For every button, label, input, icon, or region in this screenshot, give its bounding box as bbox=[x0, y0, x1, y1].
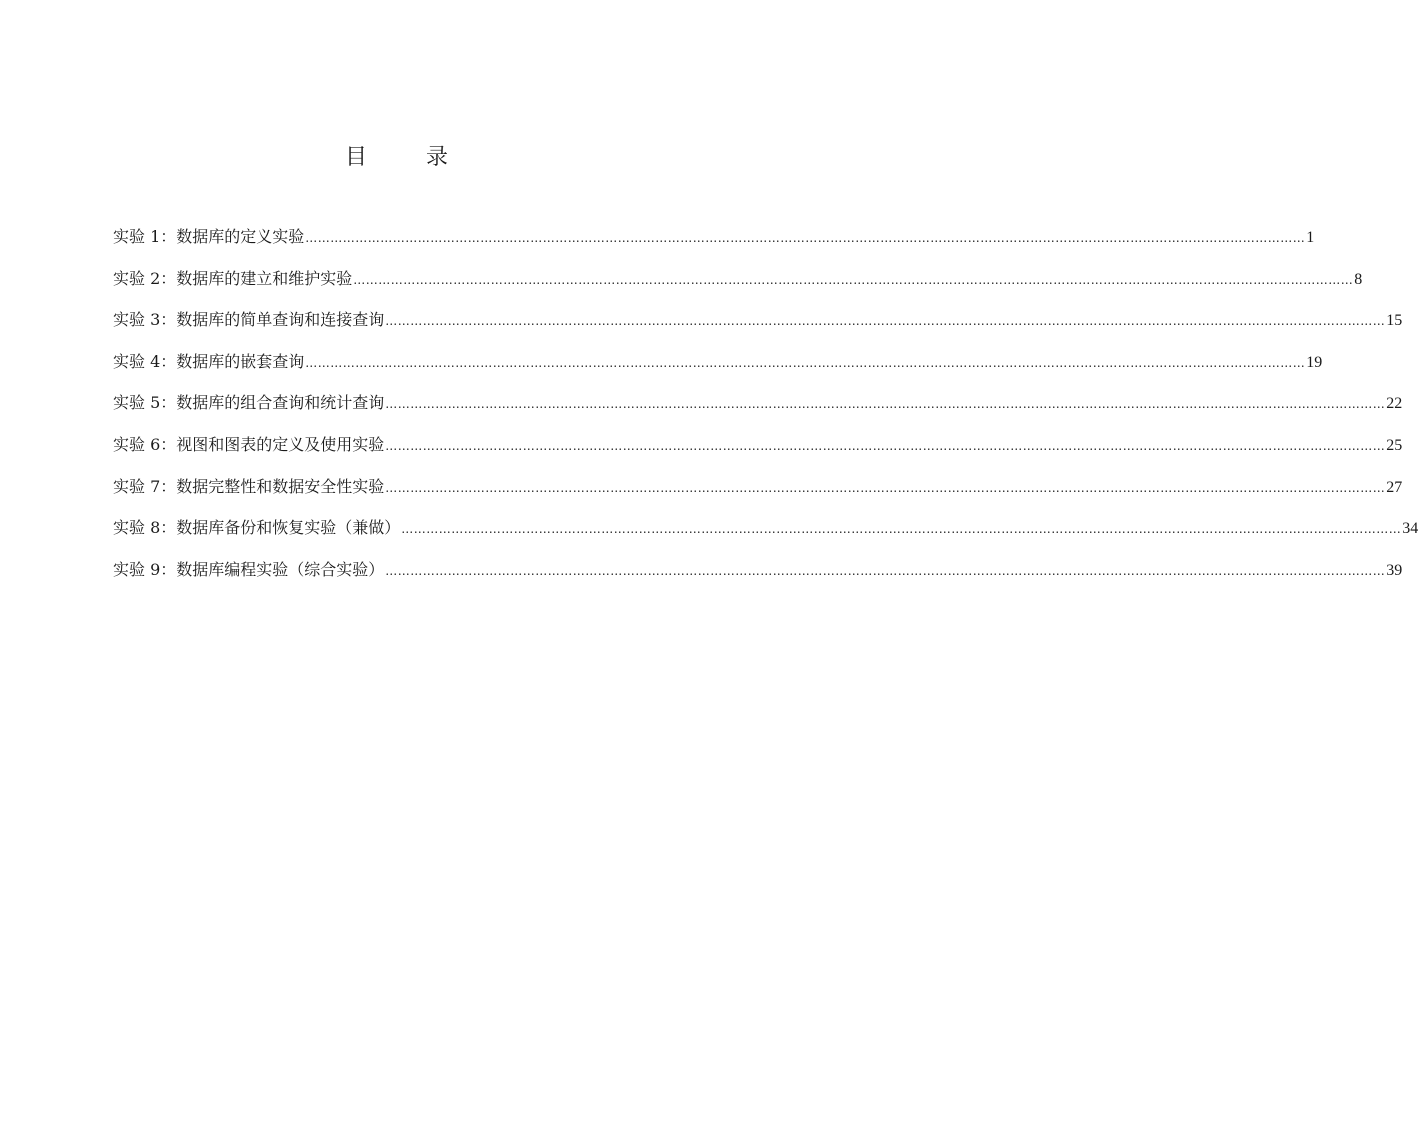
toc-entry[interactable] bbox=[113, 265, 1363, 307]
toc-entry[interactable] bbox=[113, 473, 1403, 515]
toc-entry[interactable] bbox=[113, 389, 1403, 431]
toc-entry-page: 15 bbox=[1386, 312, 1403, 330]
toc-entry-label: 实验 2：数据库的建立和维护实验 bbox=[113, 268, 353, 288]
toc-entry-label: 实验 5：数据库的组合查询和统计查询 bbox=[113, 393, 385, 413]
toc-entry-page: 39 bbox=[1386, 561, 1403, 579]
toc-entry-page: 19 bbox=[1306, 353, 1323, 371]
toc-leader-dots: …………………………………………………………………………………………………………………………………………………………………………………………………………………… bbox=[353, 272, 1354, 287]
toc-leader-dots: …………………………………………………………………………………………………………………………………………………………………………………………………………………… bbox=[401, 522, 1402, 537]
toc-leader-dots: …………………………………………………………………………………………………………………………………………………………………………………………………………………… bbox=[385, 397, 1386, 412]
toc-entry-label: 实验 1：数据库的定义实验 bbox=[113, 227, 305, 246]
toc-entry[interactable] bbox=[113, 514, 1418, 556]
toc-leader-dots: …………………………………………………………………………………………………………………………………………………………………………………………………………………… bbox=[305, 355, 1306, 370]
toc-entry-page: 34 bbox=[1402, 520, 1418, 538]
toc-entry-label: 实验 3：数据库的简单查询和连接查询 bbox=[113, 310, 385, 330]
toc-entry-label: 实验 4：数据库的嵌套查询 bbox=[113, 351, 305, 371]
toc-entry[interactable] bbox=[113, 431, 1403, 473]
toc-entry[interactable] bbox=[113, 223, 1315, 265]
toc-entry-page: 8 bbox=[1354, 270, 1363, 288]
toc-entry-page: 27 bbox=[1386, 478, 1403, 496]
toc-entry-label: 实验 7：数据完整性和数据安全性实验 bbox=[113, 476, 385, 496]
toc-entry-label: 实验 9：数据库编程实验（综合实验） bbox=[113, 559, 385, 579]
toc-leader-dots: …………………………………………………………………………………………………………………………………………………………………………………………………………………… bbox=[385, 563, 1386, 578]
toc-entry-page: 22 bbox=[1386, 395, 1403, 413]
toc-entry[interactable] bbox=[113, 556, 1403, 598]
toc-leader-dots: …………………………………………………………………………………………………………………………………………………………………………………………………………………… bbox=[305, 231, 1306, 245]
toc-entry[interactable] bbox=[113, 306, 1403, 348]
toc-list bbox=[113, 223, 1418, 597]
toc-entry-page: 1 bbox=[1306, 229, 1315, 246]
toc-entry-label: 实验 8：数据库备份和恢复实验（兼做） bbox=[113, 518, 401, 538]
toc-leader-dots: …………………………………………………………………………………………………………………………………………………………………………………………………………………… bbox=[385, 480, 1386, 495]
toc-entry-label: 实验 6：视图和图表的定义及使用实验 bbox=[113, 434, 385, 454]
toc-leader-dots: …………………………………………………………………………………………………………………………………………………………………………………………………………………… bbox=[385, 438, 1386, 453]
toc-leader-dots: …………………………………………………………………………………………………………………………………………………………………………………………………………………… bbox=[385, 314, 1386, 329]
toc-title: 目 录 bbox=[345, 145, 474, 170]
toc-entry[interactable] bbox=[113, 348, 1323, 390]
toc-entry-page: 25 bbox=[1386, 436, 1403, 454]
